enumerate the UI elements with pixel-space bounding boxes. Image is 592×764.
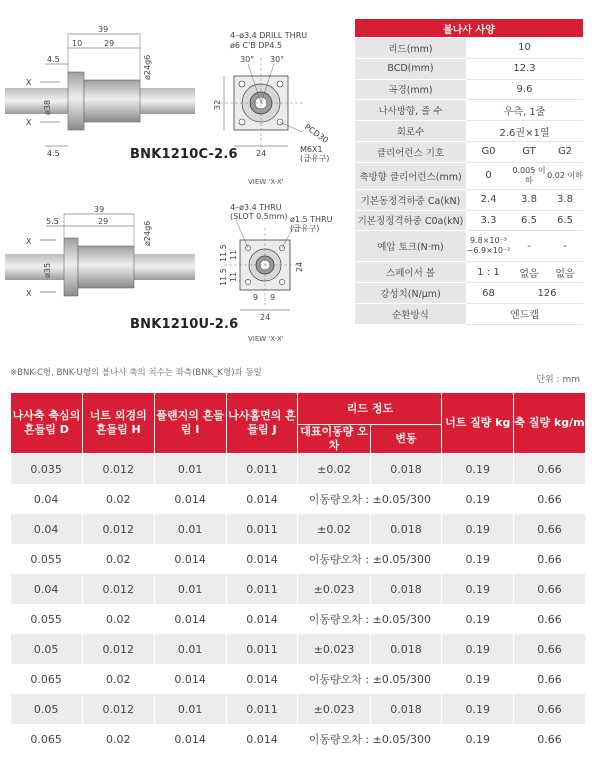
drawing-bnk1210u-side [0,200,200,320]
dyn-gt: 3.8 [511,189,547,210]
cell-h: 0.02 [82,484,154,514]
table-row [11,664,586,694]
spec-label: 축방향 클리어런스(mm) [355,162,466,189]
nut-body [78,246,134,288]
cell-d: 0.055 [11,544,83,574]
note-oil-port: (급유구) [290,224,320,233]
spec-row-torque [355,231,583,262]
cell-shaft-mass: 0.66 [514,724,586,754]
cell-h: 0.02 [82,724,154,754]
cell-shaft-mass: 0.66 [514,664,586,694]
dim-4-5-bottom: 4.5 [47,149,60,158]
cell-shaft-mass: 0.66 [514,574,586,604]
cell-d: 0.04 [11,514,83,544]
cell-h: 0.02 [82,544,154,574]
torque-gt: - [511,231,547,262]
drawing-bnk1210c-view [206,28,346,163]
spec-value: 12.3 [466,58,583,79]
note-oil-port: (급유구) [300,154,330,163]
spec-label: 곡경(mm) [355,79,466,100]
table-row [11,634,586,664]
spec-value: 우측, 1줄 [466,100,583,121]
spec-row [355,38,583,59]
header-h: 너트 외경의 흔들림 H [82,393,154,454]
cell-nut-mass: 0.19 [442,454,514,485]
dim-10: 10 [72,39,83,48]
cell-h: 0.012 [82,514,154,544]
cell-rep: ±0.023 [298,694,370,724]
cell-nut-mass: 0.19 [442,694,514,724]
cell-d: 0.04 [11,574,83,604]
note-oil-thru: ø1.5 THRU [290,215,333,224]
spacer-g0: 1 : 1 [466,262,511,283]
torque-g0-max: ~6.9×10⁻² [466,246,511,256]
clearance-gt: 0.005 이하 [511,162,547,189]
dim-d24g6: ø24g6 [143,54,152,80]
cell-i: 0.014 [154,544,226,574]
view-label-u: VIEW 'X-X' [248,335,284,343]
cell-i: 0.01 [154,634,226,664]
cell-h: 0.02 [82,604,154,634]
cell-d: 0.04 [11,484,83,514]
header-i: 플랜지의 흔들림 I [154,393,226,454]
grade-gt: GT [511,141,547,162]
dyn-g2: 3.8 [547,189,583,210]
spec-row-static [355,210,583,231]
header-nut-mass: 너트 질량 kg [442,393,514,454]
section-x-top: X [26,237,32,246]
part-name-bnk1210u: BNK1210U-2.6 [130,317,239,332]
nut-body [84,80,140,122]
cell-shaft-mass: 0.66 [514,454,586,485]
dim-d38: ø38 [43,99,52,115]
header-shaft-mass: 축 질량 kg/m [514,393,586,454]
spec-value: 10 [466,38,583,59]
dim-24-b: 24 [295,261,304,272]
spec-row-rigidity [355,283,583,304]
table-row [11,544,586,574]
spec-label: 나사방향, 줄 수 [355,100,466,121]
spec-row [355,100,583,121]
header-var: 변동 [370,425,442,454]
torque-g0-min: 9.8×10⁻³ [469,236,508,246]
spec-label: 스페이서 볼 [355,262,466,283]
spec-label: 리드(mm) [355,38,466,59]
cell-d: 0.05 [11,694,83,724]
cell-nut-mass: 0.19 [442,634,514,664]
spec-value: 9.6 [466,79,583,100]
dim-4-5-top: 4.5 [47,55,60,64]
cell-j: 0.011 [226,694,298,724]
spec-label: BCD(mm) [355,58,466,79]
section-x-bottom: X [26,289,32,298]
grade-g0: G0 [466,141,511,162]
angle-left: 30° [240,55,255,64]
cell-var: 0.018 [370,694,442,724]
cell-i: 0.01 [154,694,226,724]
cell-j: 0.014 [226,604,298,634]
dimension-note: ※BNK-C형, BNK-U형의 볼나사 축의 치수는 좌측(BNK_K형)과 동일 [10,368,262,378]
dim-11-b: 11 [229,271,238,282]
note-m6x1: M6X1 [300,145,323,154]
dim-24-a: 24 [260,313,271,322]
cell-lead-span: 이동량오차 : ±0.05/300 [298,544,442,574]
cell-d: 0.035 [11,454,83,485]
rigidity-gt-g2: 126 [511,283,583,304]
dyn-g0: 2.4 [466,189,511,210]
cell-nut-mass: 0.19 [442,664,514,694]
torque-g0 [466,231,511,262]
static-g2: 6.5 [547,210,583,231]
table-row [11,484,586,514]
table-row [11,454,586,485]
view-label-c: VIEW 'X-X' [248,178,284,186]
cell-i: 0.01 [154,454,226,485]
cell-j: 0.011 [226,574,298,604]
static-gt: 6.5 [511,210,547,231]
part-name-bnk1210c: BNK1210C-2.6 [130,147,238,162]
cell-j: 0.011 [226,454,298,485]
rigidity-g0: 68 [466,283,511,304]
note-cbore: ø6 C'B DP4.5 [230,41,283,50]
note-drill-thru: 4–ø3.4 DRILL THRU [230,31,308,40]
cell-i: 0.014 [154,724,226,754]
cell-h: 0.012 [82,634,154,664]
spec-label: 클리어런스 기호 [355,141,466,162]
cell-h: 0.012 [82,574,154,604]
dim-9-a: 9 [253,293,259,302]
cell-j: 0.014 [226,544,298,574]
grade-g2: G2 [547,141,583,162]
spec-row-grade [355,141,583,162]
dim-d24g6: ø24g6 [143,220,152,246]
header-d: 나사축 축심의 흔들림 D [11,393,83,454]
cell-nut-mass: 0.19 [442,484,514,514]
spec-row-clearance [355,162,583,189]
cell-var: 0.018 [370,574,442,604]
cell-nut-mass: 0.19 [442,604,514,634]
spec-label: 회로수 [355,121,466,142]
spec-label: 기본동정격하중 Ca(kN) [355,189,466,210]
cell-j: 0.014 [226,484,298,514]
note-thru: 4–ø3.4 THRU [230,203,282,212]
cell-d: 0.065 [11,664,83,694]
cell-i: 0.014 [154,484,226,514]
cell-j: 0.011 [226,514,298,544]
spec-value: 2.6권×1열 [466,121,583,142]
clearance-g0: 0 [466,162,511,189]
cell-d: 0.055 [11,604,83,634]
cell-nut-mass: 0.19 [442,544,514,574]
spacer-gt: 없음 [511,262,547,283]
spec-row [355,121,583,142]
dim-pcd30: PCD30 [302,122,330,145]
dim-d35: ø35 [43,262,52,278]
cell-i: 0.014 [154,664,226,694]
cell-i: 0.01 [154,514,226,544]
cell-shaft-mass: 0.66 [514,634,586,664]
cell-shaft-mass: 0.66 [514,604,586,634]
torque-g2: - [547,231,583,262]
clearance-g2: 0.02 이하 [547,162,583,189]
table-row [11,574,586,604]
cell-h: 0.02 [82,664,154,694]
cell-nut-mass: 0.19 [442,724,514,754]
unit-label: 단위 : mm [536,375,580,385]
dim-11-a: 11 [229,249,238,260]
spec-row-spacer [355,262,583,283]
cell-lead-span: 이동량오차 : ±0.05/300 [298,724,442,754]
cell-i: 0.01 [154,574,226,604]
spec-row [355,79,583,100]
dim-11-5-b: 11.5 [219,268,228,286]
spacer-g2: 없음 [547,262,583,283]
cell-var: 0.018 [370,634,442,664]
cell-i: 0.014 [154,604,226,634]
dim-39: 39 [98,25,109,34]
dim-11-5-a: 11.5 [219,244,228,262]
cell-j: 0.011 [226,634,298,664]
cell-j: 0.014 [226,664,298,694]
cell-rep: ±0.023 [298,634,370,664]
spec-row-circulation [355,303,583,324]
table-row [11,514,586,544]
spec-label: 순환방식 [355,303,466,324]
section-x-top: X [26,78,32,87]
ball-screw-spec-table [355,19,583,325]
note-slot: (SLOT 0.5mm) [230,212,288,221]
cell-j: 0.014 [226,724,298,754]
cell-nut-mass: 0.19 [442,514,514,544]
dim-24: 24 [256,149,267,158]
flange [64,238,78,296]
spec-label: 예압 토크(N·m) [355,231,466,262]
static-g0: 3.3 [466,210,511,231]
spec-row [355,58,583,79]
cell-shaft-mass: 0.66 [514,544,586,574]
flange [68,72,84,130]
accuracy-table [10,392,586,754]
dim-39: 39 [94,205,105,214]
cell-lead-span: 이동량오차 : ±0.05/300 [298,484,442,514]
cell-d: 0.065 [11,724,83,754]
dim-32: 32 [213,99,222,110]
section-x-bottom: X [26,118,32,127]
spec-value: 엔드캡 [466,303,583,324]
cell-lead-span: 이동량오차 : ±0.05/300 [298,604,442,634]
cell-h: 0.012 [82,454,154,485]
cell-rep: ±0.02 [298,454,370,485]
cell-shaft-mass: 0.66 [514,694,586,724]
header-lead: 리드 정도 [298,393,442,425]
header-rep: 대표이동량 오차 [298,425,370,454]
spec-row-dynamic [355,189,583,210]
cell-lead-span: 이동량오차 : ±0.05/300 [298,664,442,694]
cell-h: 0.012 [82,694,154,724]
cell-nut-mass: 0.19 [442,574,514,604]
angle-right: 30° [270,55,285,64]
dim-9-b: 9 [270,293,276,302]
dim-5-5: 5.5 [46,217,59,226]
spec-label: 강성치(N/μm) [355,283,466,304]
table-row [11,694,586,724]
table-row [11,724,586,754]
spec-title: 볼나사 사양 [355,19,583,38]
spec-label: 기본정정격하중 C0a(kN) [355,210,466,231]
cell-rep: ±0.02 [298,514,370,544]
header-j: 나사홈면의 흔들림 J [226,393,298,454]
cell-shaft-mass: 0.66 [514,484,586,514]
dim-29: 29 [98,217,109,226]
cell-d: 0.05 [11,634,83,664]
cell-var: 0.018 [370,514,442,544]
cell-var: 0.018 [370,454,442,485]
dim-29: 29 [104,39,115,48]
table-row [11,604,586,634]
cell-rep: ±0.023 [298,574,370,604]
drawing-bnk1210u-view [206,200,346,325]
cell-shaft-mass: 0.66 [514,514,586,544]
